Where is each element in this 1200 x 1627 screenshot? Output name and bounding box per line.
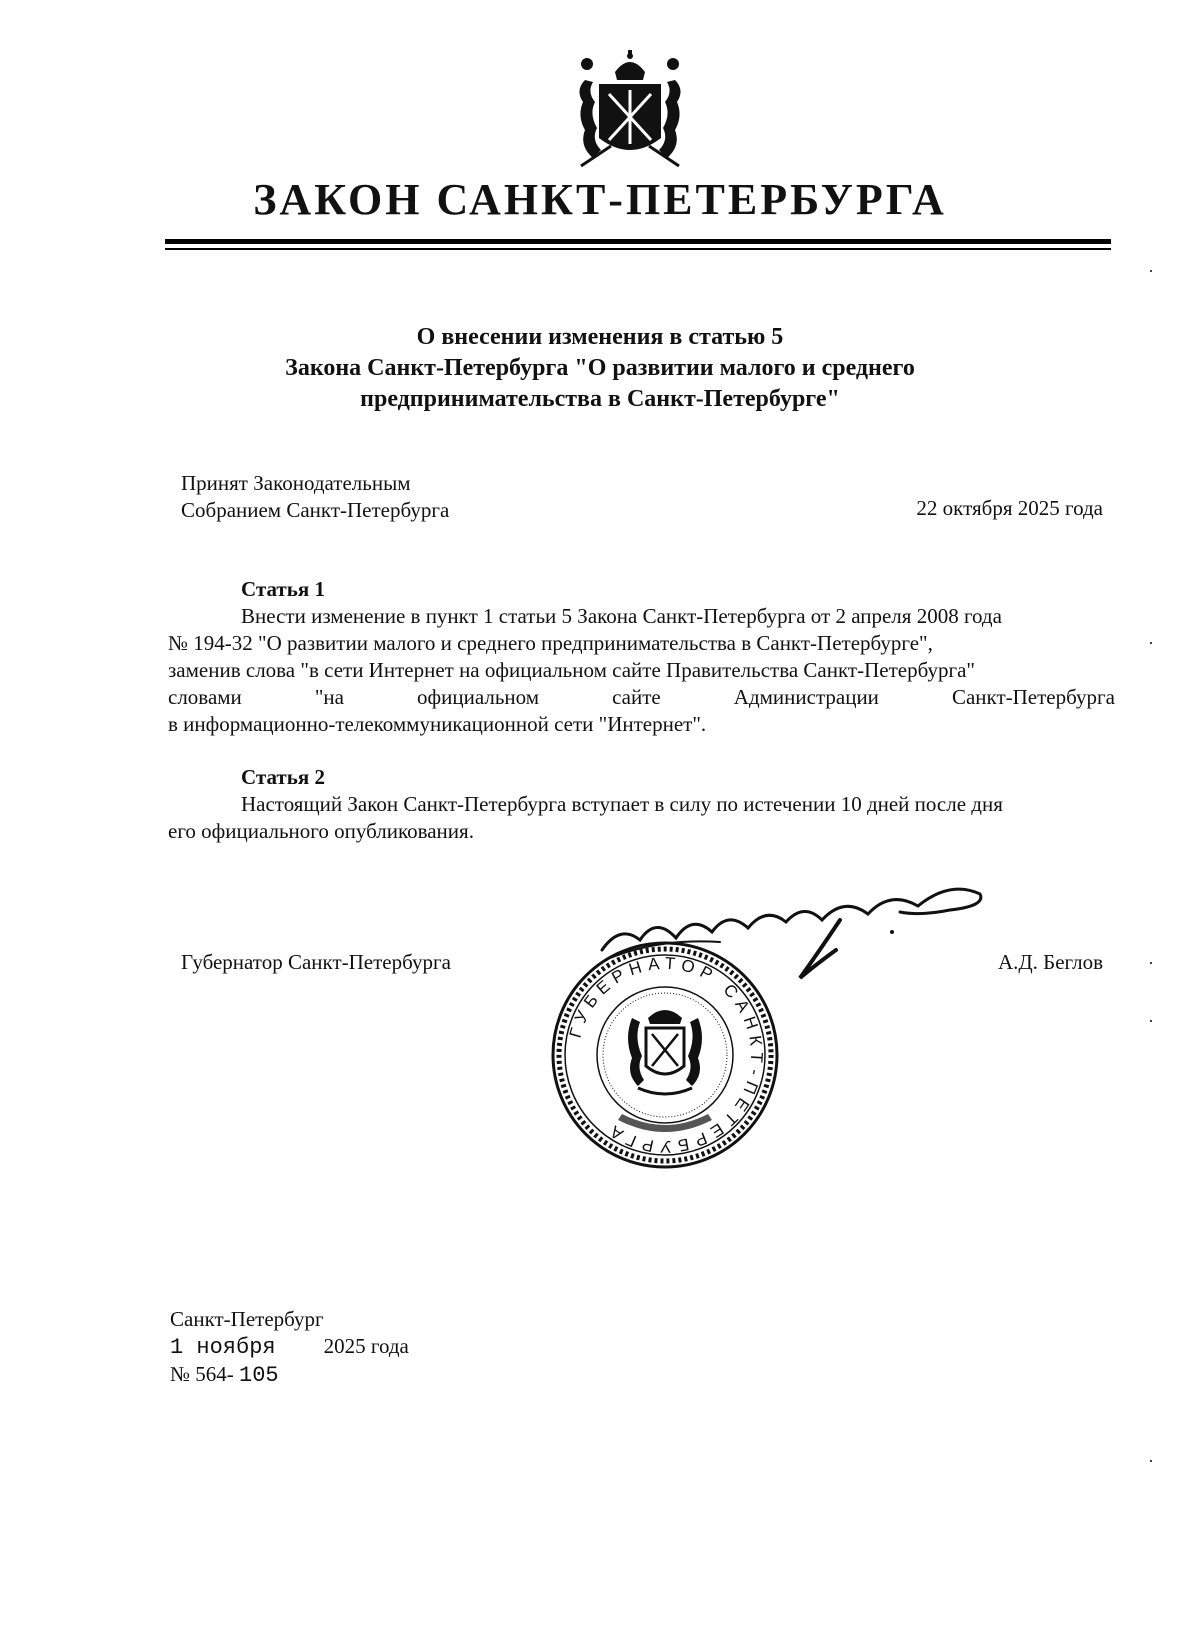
article-heading: Статья 1 bbox=[241, 577, 325, 601]
article-1 bbox=[168, 576, 1115, 738]
header-divider-thin bbox=[165, 248, 1111, 250]
signing-day-month: 1 ноября bbox=[170, 1335, 276, 1360]
adoption-line: Собранием Санкт-Петербурга bbox=[181, 498, 450, 522]
law-title bbox=[0, 322, 1200, 415]
law-title-line: О внесении изменения в статью 5 bbox=[416, 324, 784, 350]
word: словами bbox=[168, 685, 242, 709]
signing-place: Санкт-Петербург bbox=[170, 1307, 324, 1331]
article-2 bbox=[168, 764, 1115, 845]
word: Администрации bbox=[733, 685, 879, 709]
law-number bbox=[170, 1361, 409, 1389]
law-number-prefix: № 564- bbox=[170, 1362, 234, 1386]
header-divider-thick bbox=[165, 239, 1111, 244]
law-title-line: предпринимательства в Санкт-Петербурге" bbox=[360, 386, 840, 412]
scan-speck bbox=[1150, 1460, 1152, 1462]
word: Санкт-Петербурга bbox=[951, 685, 1115, 709]
scan-speck bbox=[1150, 1020, 1152, 1022]
adoption-date: 22 октября 2025 года bbox=[916, 496, 1103, 520]
article-text-line-justified bbox=[168, 684, 1115, 711]
word: официальном bbox=[417, 685, 540, 709]
signatory-title: Губернатор Санкт-Петербурга bbox=[181, 950, 451, 974]
article-text-line: его официального опубликования. bbox=[168, 819, 474, 843]
article-text-line: заменив слова "в сети Интернет на официальном сайте Правительства Санкт-Петербурга" bbox=[168, 658, 975, 682]
word: сайте bbox=[612, 685, 661, 709]
svg-text:ГУБЕРНАТОР САНКТ-ПЕТЕРБУРГА: ГУБЕРНАТОР САНКТ-ПЕТЕРБУРГА bbox=[565, 953, 767, 1157]
law-title-line: Закона Санкт-Петербурга "О развитии малого и среднего bbox=[285, 355, 915, 381]
signing-details bbox=[170, 1306, 409, 1389]
article-text-line: в информационно-телекоммуникационной сети "Интернет". bbox=[168, 712, 707, 736]
coat-of-arms-icon bbox=[571, 50, 689, 172]
document-type-heading: ЗАКОН САНКТ-ПЕТЕРБУРГА bbox=[253, 175, 947, 224]
article-text-line: Настоящий Закон Санкт-Петербурга вступает в силу по истечении 10 дней после дня bbox=[241, 792, 1003, 816]
scan-speck bbox=[1150, 642, 1152, 644]
signatory-name: А.Д. Беглов bbox=[997, 950, 1103, 974]
law-number-suffix: 105 bbox=[239, 1363, 279, 1388]
signing-year: 2025 года bbox=[323, 1334, 409, 1358]
word: "на bbox=[314, 685, 344, 709]
scan-speck bbox=[1150, 270, 1152, 272]
article-text-line: № 194-32 "О развитии малого и среднего предпринимательства в Санкт-Петербурге", bbox=[168, 631, 933, 655]
article-heading: Статья 2 bbox=[241, 765, 325, 789]
handwritten-signature bbox=[600, 880, 990, 990]
adoption-note bbox=[181, 470, 449, 524]
signing-date bbox=[170, 1333, 409, 1361]
adoption-line: Принят Законодательным bbox=[181, 471, 411, 495]
article-text-line: Внести изменение в пункт 1 статьи 5 Закона Санкт-Петербурга от 2 апреля 2008 года bbox=[241, 604, 1002, 628]
scan-speck bbox=[1150, 962, 1152, 964]
